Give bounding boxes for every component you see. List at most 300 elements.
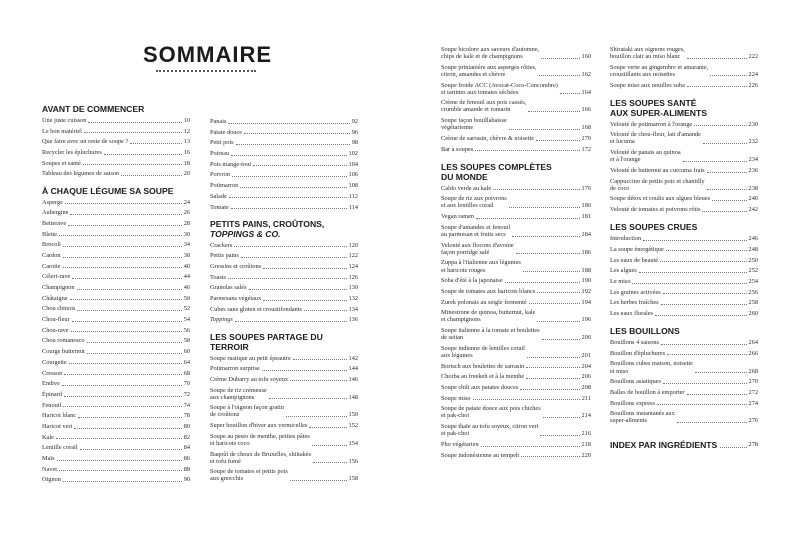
page-number: 190 [581,277,591,285]
toc-entry[interactable] [42,370,190,377]
page-number: 238 [748,184,758,192]
dot-leader [78,417,182,418]
entry-title: Chou romanesco [42,337,85,345]
dot-leader [720,447,746,448]
entry-title: Tableau des légumes de saison [42,170,120,178]
page-number: 164 [581,88,591,96]
toc-entry[interactable] [610,235,758,242]
toc-entry[interactable] [210,295,358,302]
toc-entry[interactable] [42,455,190,462]
page-number: 268 [748,367,758,375]
toc-entry[interactable] [210,306,358,313]
toc-entry[interactable] [441,345,591,359]
page-number: 196 [581,316,591,324]
toc-entry[interactable] [210,171,358,178]
section-heading-line: LES SOUPES PARTAGE DU TERROIR [210,331,323,352]
toc-entry[interactable] [42,138,190,145]
dot-leader [262,370,347,371]
entry-title: Le bon matériel [42,127,82,135]
toc-entry[interactable] [42,263,190,270]
entry-title: Crème Dubarry au tofu soyeux [210,375,288,383]
entry-title: Toppings [210,316,233,324]
dot-leader [655,315,747,316]
entry-title: Soupe détox et coulis aux algues bleues [610,195,711,203]
dot-leader [234,246,346,247]
toc-entry[interactable] [441,423,591,437]
toc-entry[interactable] [441,64,591,78]
dot-leader [229,197,347,198]
page-title: SOMMAIRE [143,42,272,67]
toc-entry[interactable] [610,360,758,374]
dot-leader [687,58,747,59]
entry-title: Potimarron [210,182,239,190]
toc-entry[interactable] [441,309,591,323]
toc-entry[interactable] [441,213,591,220]
toc-entry[interactable] [42,160,190,167]
toc-entry[interactable] [610,46,758,60]
toc-entry[interactable] [610,195,758,202]
dot-leader [62,385,182,386]
dot-leader [293,359,347,360]
page-number: 172 [581,145,591,153]
dot-leader [232,176,347,177]
toc-entry[interactable] [42,337,190,344]
entry-title: Soupe chili aux patates douces [441,383,519,391]
toc-entry[interactable] [42,149,190,156]
dot-leader [542,339,580,340]
dot-leader [63,267,182,268]
toc-entry[interactable] [610,267,758,274]
dot-leader [541,58,579,59]
toc-entry[interactable] [610,178,758,192]
dot-leader [528,111,579,112]
toc-entry[interactable] [210,204,358,211]
entry-title: Tomate [210,203,229,211]
entry-title: Aubergine [42,209,69,217]
toc-entry[interactable] [210,193,358,200]
dot-leader [493,189,579,190]
page-number: 72 [183,390,190,398]
page-number: 134 [348,305,358,313]
toc-entry[interactable] [42,359,190,366]
toc-entry[interactable] [441,146,591,153]
entry-title: Bouillons 4 saisons [610,339,659,347]
entry-title: Endive [42,380,60,388]
entry-title: Potimarron surprise [210,365,260,373]
page-number: 154 [348,439,358,447]
toc-entry[interactable] [210,468,358,482]
page-number: 204 [581,362,591,370]
entry-title: Bortsch aux boulettes de sarrasin [441,362,525,370]
dot-leader [639,272,747,273]
entry-title: Fenouil [42,401,62,409]
toc-entry[interactable] [610,167,758,174]
entry-title: Toasts [210,273,227,281]
page-number: 188 [581,266,591,274]
toc-entry[interactable] [441,299,591,306]
toc-entry[interactable] [441,363,591,370]
dot-leader [687,394,747,395]
toc-entry[interactable] [610,206,758,213]
entry-title: Oignon [42,476,61,484]
dot-leader [263,300,346,301]
toc-entry[interactable] [441,327,591,341]
toc-entry[interactable] [610,299,758,306]
toc-entry[interactable] [42,117,190,124]
page-number: 106 [348,171,358,179]
toc-entry[interactable] [42,209,190,216]
entry-title: Les graines activées [610,288,661,296]
entry-title: Cresson [42,369,63,377]
toc-entry[interactable] [441,288,591,295]
page-number: 206 [581,373,591,381]
page-number: 266 [748,349,758,357]
toc-entry[interactable] [42,316,190,323]
toc-entry[interactable] [42,273,190,280]
toc-entry[interactable] [610,64,758,78]
dot-leader [702,211,746,212]
toc-entry[interactable] [42,423,190,430]
toc-entry[interactable] [610,257,758,264]
dot-leader [540,435,579,436]
toc-entry[interactable] [441,185,591,192]
dot-leader [560,93,580,94]
page-number: 252 [748,267,758,275]
toc-column [441,46,591,462]
page-number: 88 [183,465,190,473]
entry-title: Soupe froide ACC (Avocat-Coco-Concombre) et tartines aux tomates séchées [441,81,558,96]
entry-title: Petit pois [210,139,234,147]
toc-entry[interactable] [441,384,591,391]
toc-entry[interactable] [441,117,591,131]
entry-title: Velouté de panais au quinoa et à l'orange [610,149,681,164]
dot-leader [312,445,347,446]
toc-entry[interactable] [610,246,758,253]
dot-leader [707,189,747,190]
entry-title: Chou-fleur [42,316,70,324]
toc-entry[interactable] [210,404,358,418]
dot-leader [473,399,580,400]
toc-entry[interactable] [210,182,358,189]
toc-entry[interactable] [441,224,591,238]
toc-entry[interactable] [42,284,190,291]
toc-entry[interactable] [42,295,190,302]
entry-title: Balles de bouillon à emporter [610,388,685,396]
toc-entry[interactable] [210,252,358,259]
dot-leader [526,367,579,368]
entry-title: Bouillons express [610,399,655,407]
page-number: 150 [348,411,358,419]
toc-entry[interactable] [42,241,190,248]
toc-entry[interactable] [441,405,591,419]
entry-title: Velouté aux flocons d'avoine façon porridge salé [441,241,514,256]
entry-title: Carotte [42,262,61,270]
toc-entry[interactable] [610,289,758,296]
dot-leader [68,225,182,226]
entry-title: Courgette [42,358,67,366]
toc-entry[interactable] [210,139,358,146]
toc-entry[interactable] [610,278,758,285]
toc-entry[interactable] [42,170,190,177]
page-number: 226 [748,81,758,89]
entry-title: Bouillons cubes maison, noisette et miso [610,360,693,375]
toc-entry[interactable] [441,277,591,284]
dot-leader [290,380,347,381]
dot-leader [527,357,580,358]
entry-title: Baqoût de choux de Bruxelles, shiitakés et tofu fumé [210,450,312,465]
page-number: 30 [183,230,190,238]
dot-leader [707,172,747,173]
entry-title: Une juste cuisson [42,117,87,124]
page-number: 218 [581,440,591,448]
page-number: 181 [581,213,591,221]
toc-entry[interactable] [210,376,358,383]
toc-entry[interactable] [441,395,591,402]
section-heading-line: TOPPINGS & CO. [210,228,281,239]
entry-title: Panais [210,118,227,125]
entry-title: Soupe printanière aux asperges rôties, citron, amandes et chèvre [441,63,537,78]
entry-title: Cardon [42,251,61,259]
page-number: 180 [581,202,591,210]
toc-entry[interactable] [610,131,758,145]
toc-entry[interactable] [610,350,758,357]
dot-leader [660,261,746,262]
section-heading [610,440,758,450]
dot-leader [72,321,182,322]
page-number: 122 [348,252,358,260]
toc-entry[interactable] [210,284,358,291]
dot-leader [77,310,181,311]
toc-entry[interactable] [610,121,758,128]
entry-title: Navet [42,465,58,473]
entry-title: Super bouillon d'hiver aux vermicelles [210,422,308,430]
page-number: 126 [348,273,358,281]
dot-leader [710,75,746,76]
page-number: 46 [183,284,190,292]
dot-leader [536,140,580,141]
page-number: 236 [748,166,758,174]
page-number: 250 [748,256,758,264]
page-number: 168 [581,124,591,132]
page-number: 254 [748,277,758,285]
toc-entry[interactable] [610,310,758,317]
dot-leader [57,460,182,461]
dot-leader [87,342,182,343]
page-number: 211 [581,394,591,402]
page-number: 98 [351,139,358,147]
toc-entry[interactable] [441,259,591,273]
entry-title: Les herbes fraîches [610,299,659,307]
entry-title: Soupe au pesto de menthe, petites pâtes et haricots coco [210,432,310,447]
entry-title: Cappuccino de petits pois et chantilly de coco [610,177,705,192]
toc-entry[interactable] [441,82,591,96]
toc-entry[interactable] [42,412,190,419]
page-number: 166 [581,106,591,114]
toc-entry[interactable] [610,389,758,396]
page-number: 108 [348,182,358,190]
entry-title: Soupe d'amandes et fenouil au parmesan et fruits secs [441,223,511,238]
dot-leader [64,374,181,375]
toc-entry[interactable] [210,263,358,270]
entry-title: Parmesans végétaux [210,295,262,303]
toc-entry[interactable] [210,242,358,249]
entry-title: Soupe de tomates et petits pois aux gnocchis [210,468,288,483]
page-number: 20 [183,170,190,178]
toc-entry[interactable] [210,433,358,447]
page-number: 16 [183,149,190,157]
page-number: 44 [183,273,190,281]
entry-title: Soupe indonésienne au tempeh [441,451,520,459]
dot-leader [537,321,579,322]
toc-entry[interactable] [441,441,591,448]
dot-leader [269,398,347,399]
section-heading [610,98,758,118]
page-number: 248 [748,245,758,253]
dot-leader [64,396,182,397]
section-heading-line: PETITS PAINS, CROÛTONS, [210,218,325,229]
dot-leader [523,271,580,272]
dot-leader [80,449,182,450]
dot-leader [63,406,181,407]
page-number: 220 [581,451,591,459]
dot-leader [121,175,182,176]
dot-leader [661,344,747,345]
entry-title: Minestrone de quinoa, butternut, kale et champignons [441,309,536,324]
entry-title: Crème de sarrasin, chèvre & noisette [441,134,535,142]
toc-entry[interactable] [210,118,358,125]
toc-entry[interactable] [42,305,190,312]
entry-title: Bouillons asiatiques [610,378,661,386]
page-number: 38 [183,251,190,259]
dot-leader [712,200,747,201]
section-heading-line: AVANT DE COMMENCER [42,104,145,114]
page-number: 256 [748,288,758,296]
dot-leader [543,417,580,418]
page-number: 234 [748,156,758,164]
toc-entry[interactable] [42,402,190,409]
page-number: 56 [183,326,190,334]
dot-leader [520,389,579,390]
toc-entry[interactable] [210,274,358,281]
toc-entry[interactable] [210,422,358,429]
page-number: 194 [581,298,591,306]
toc-entry[interactable] [210,451,358,465]
page-number: 186 [581,248,591,256]
toc-entry[interactable] [210,129,358,136]
entry-title: Kale [42,433,54,441]
dot-leader [475,150,579,151]
page-number: 201 [581,351,591,359]
dot-leader [63,257,182,258]
toc-entry[interactable] [610,378,758,385]
section-heading-line: À CHAQUE LÉGUME SA SOUPE [42,185,174,196]
toc-entry[interactable] [610,339,758,346]
page-number: 136 [348,316,358,324]
toc-entry[interactable] [210,150,358,157]
page-number: 264 [748,339,758,347]
page-number: 224 [748,70,758,78]
toc-entry[interactable] [42,199,190,206]
entry-title: Velouté de potimarron à l'orange [610,120,693,128]
toc-entry[interactable] [610,82,758,89]
section-heading [210,219,358,239]
toc-entry[interactable] [441,99,591,113]
page-number: 82 [183,433,190,441]
toc-entry[interactable] [42,348,190,355]
page-number: 222 [748,53,758,61]
toc-entry[interactable] [42,231,190,238]
toc-entry[interactable] [610,400,758,407]
entry-title: Zurek polonais au seigle fermenté [441,298,527,306]
toc-column [210,118,358,486]
toc-entry[interactable] [610,410,758,424]
entry-title: Caldo verde au kale [441,184,492,192]
toc-entry[interactable] [42,252,190,259]
entry-title: Lentille corail [42,444,78,452]
section-heading [441,162,591,182]
page-number: 86 [183,455,190,463]
toc-column [610,46,758,453]
toc-entry[interactable] [210,387,358,401]
toc-entry[interactable] [441,452,591,459]
entry-title: Soupe de patate douce aux pois chiches et pak-choi [441,405,541,420]
toc-entry[interactable] [210,316,358,323]
toc-entry[interactable] [441,242,591,256]
toc-entry[interactable] [42,444,190,451]
dot-leader [657,404,747,405]
toc-entry[interactable] [42,128,190,135]
toc-entry[interactable] [42,391,190,398]
toc-entry[interactable] [441,135,591,142]
entry-title: Châtaigne [42,294,68,302]
section-heading-line: LES SOUPES SANTÉ [610,97,697,108]
dot-leader [263,268,346,269]
page-number: 90 [183,476,190,484]
dot-leader [87,353,182,354]
entry-title: Patate douce [210,128,242,136]
entry-title: Soba d'été à la japonaise [441,277,503,285]
page-number: 216 [581,430,591,438]
entry-title: Soupe verte au gingembre et amarante, croustillants aux noisettes [610,63,709,78]
toc-entry[interactable] [42,380,190,387]
page-number: 278 [748,441,758,449]
dot-leader [231,208,347,209]
entry-title: Crème de fenouil aux pois cassés, crumble amande et romarin [441,99,527,114]
toc-entry[interactable] [441,46,591,60]
page-number: 162 [581,70,591,78]
toc-entry[interactable] [42,220,190,227]
page-number: 160 [581,53,591,61]
toc-entry[interactable] [42,327,190,334]
dot-leader [253,165,346,166]
toc-entry[interactable] [610,149,758,163]
toc-entry[interactable] [42,466,190,473]
entry-title: Shirataki aux oignons rouges, bouillon clair au miso blanc [610,46,685,61]
toc-entry[interactable] [441,195,591,209]
toc-entry[interactable] [210,365,358,372]
toc-entry[interactable] [441,373,591,380]
toc-entry[interactable] [210,161,358,168]
toc-entry[interactable] [42,434,190,441]
page-number: 26 [183,209,190,217]
toc-entry[interactable] [42,476,190,483]
dot-leader [687,86,747,87]
entry-title: Recycler les épluchures [42,149,102,157]
page-number: 80 [183,422,190,430]
page-number: 156 [348,457,358,465]
toc-entry[interactable] [210,355,358,362]
page-number: 120 [348,241,358,249]
